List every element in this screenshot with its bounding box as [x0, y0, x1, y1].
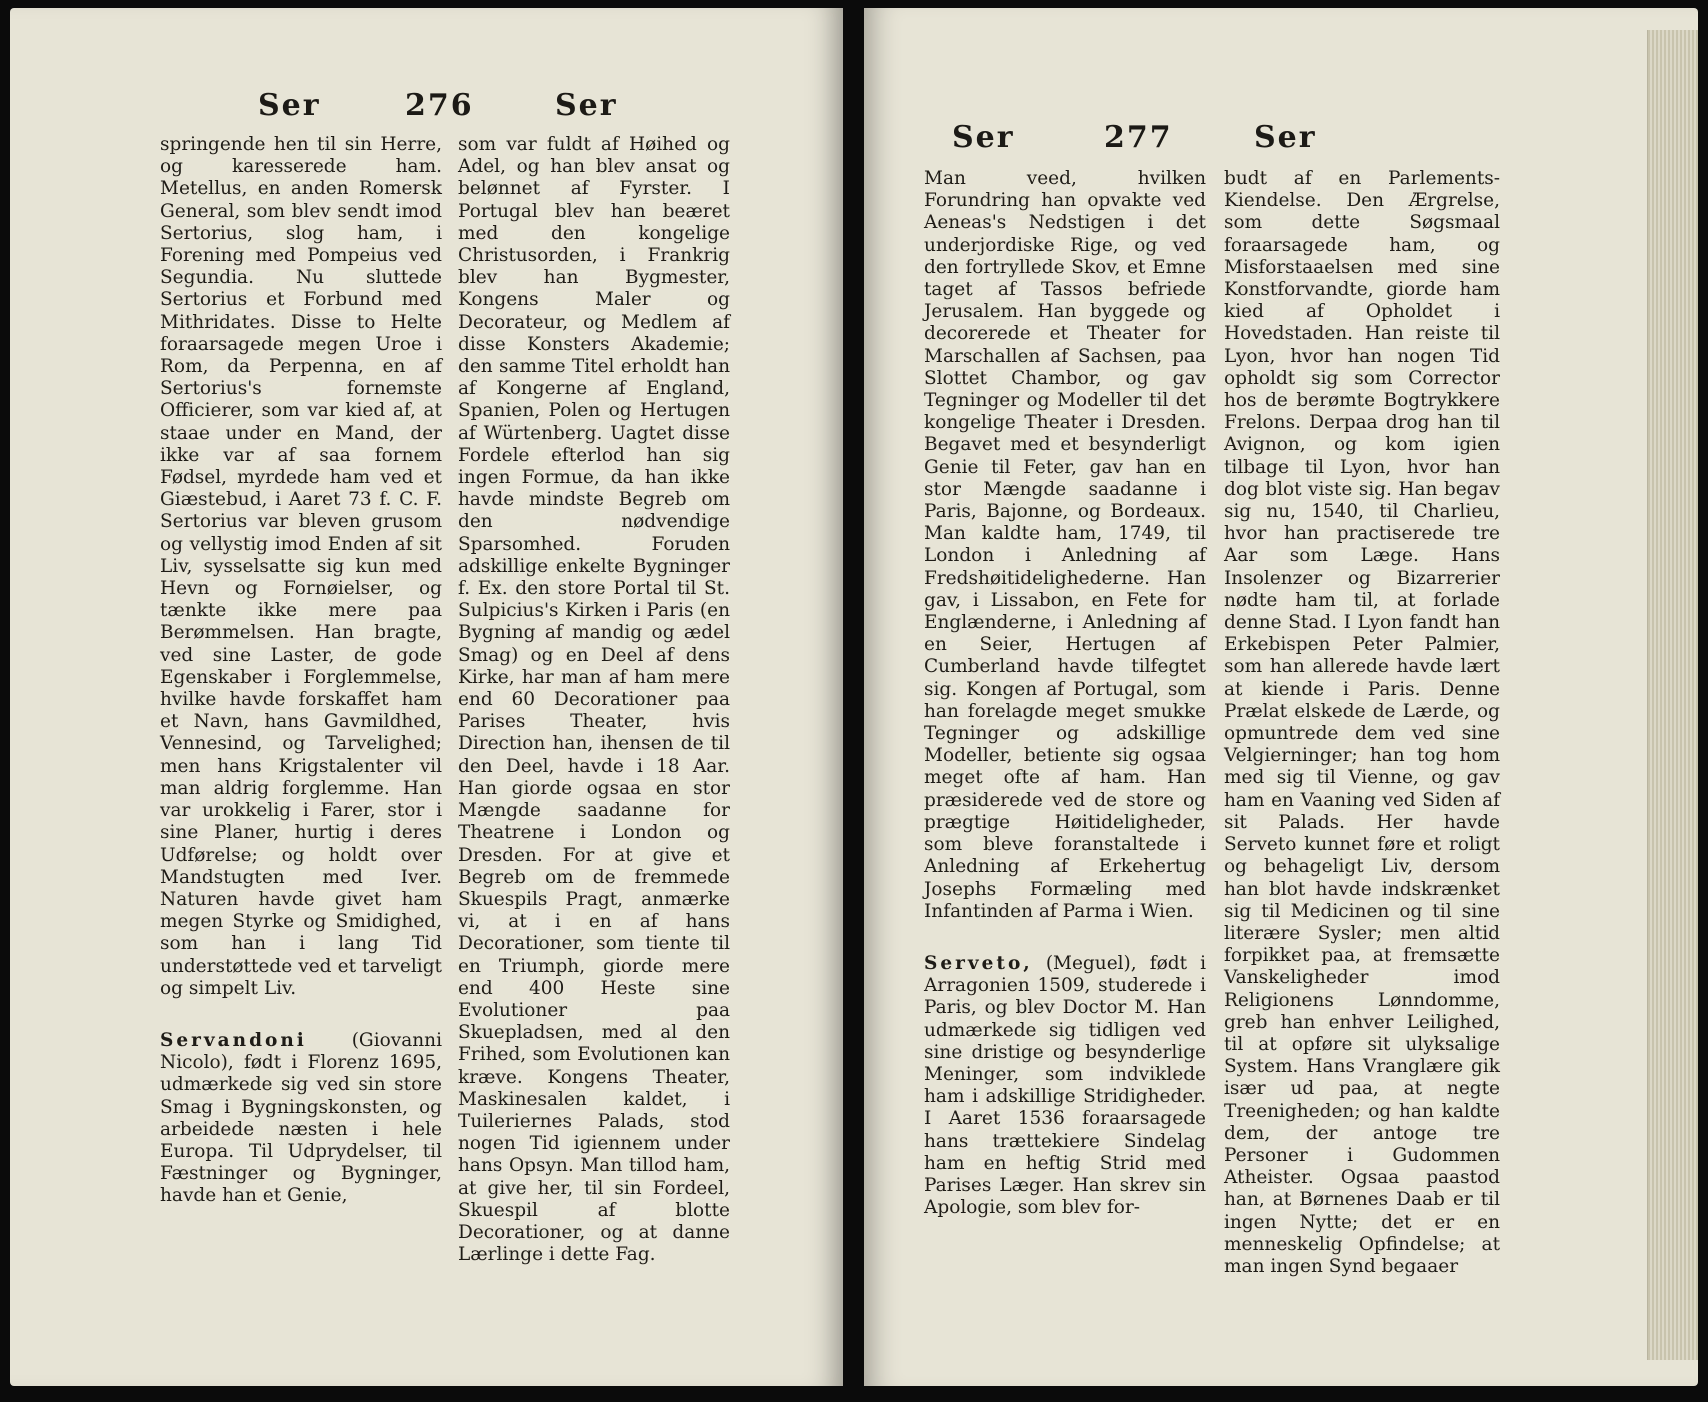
header-guideword-left: Ser: [258, 88, 321, 123]
left-page: [10, 8, 843, 1386]
paragraph: Man veed, hvilken Forundring han opvakte ved Aeneas's Nedstigen i det underjordiske Rige, og ved den fortryllede Skov, et Emne taget af Tassos befriede Jerusalem. Han byggede og decorerede et Theater for Marschallen af Sachsen, paa Slottet Chambor, og gav Tegninger og Modeller til det kongelige Theater i Dresden. Begavet med et besynderligt Genie til Feter, gav han en stor Mængde saadanne i Paris, Bajonne, og Bordeaux. Man kaldte ham, 1749, til London i Anledning af Fredshøitidelighederne. Han gav, i Lissabon, en Fete for Englænderne, i Anledning af en Seier, Hertugen af Cumberland havde tilfegtet sig. Kongen af Portugal, som han forelagde meget smukke Tegninger og adskillige Modeller, betiente sig ogsaa meget ofte af ham. Han præsiderede ved de store og prægtige Høitideligheder, som bleve foranstaltede i Anledning af Erkehertug Josephs Formæling med Infantinden af Parma i Wien.: [924, 168, 1206, 922]
entry-text: (Meguel), født i Arragonien 1509, studerede i Paris, og blev Doctor M. Han udmærkede sig tidligen ved sine dristige og besynderlige Meninger, som indviklede ham i adskillige Stridigheder. I Aaret 1536 foraarsagede hans trættekiere Sindelag ham en heftig Strid med Parises Læger. Han skrev sin Apologie, som blev for-: [924, 952, 1206, 1219]
running-header-right-page: [864, 120, 1698, 170]
dictionary-entry: [924, 953, 1206, 1219]
text-column-1: [160, 134, 442, 1208]
right-page-block-edge: [1647, 30, 1698, 1360]
paragraph: som var fuldt af Høihed og Adel, og han blev ansat og belønnet af Fyrster. I Portugal blev han beæret med den kongelige Christusorden, i Frankrig blev han Bygmester, Kongens Maler og Decorateur, og Medlem af disse Konsters Akademie; den samme Titel erholdt han af Kongerne af England, Spanien, Polen og Hertugen af Würtenberg. Uagtet disse Fordele efterlod han sig ingen Formue, da han ikke havde mindste Begreb om den nødvendige Sparsomhed. Foruden adskillige enkelte Bygninger f. Ex. den store Portal til St. Sulpicius's Kirken i Paris (en Bygning af mandig og ædel Smag) og en Deel af dens Kirke, har man af ham mere end 60 Decorationer paa Parises Theater, hvis Direction han, ihensen de til den Deel, havde i 18 Aar. Han giorde ogsaa en stor Mængde saadanne for Theatrene i London og Dresden. For at give et Begreb om de fremmede Skuespils Pragt, anmærke vi, at i en af hans Decorationer, som tiente til en Triumph, giorde mere end 400 Heste sine Evolutioner paa Skuepladsen, med al den Frihed, som Evolutionen kan kræve. Kongens Theater, Maskinesalen kaldet, i Tuileriernes Palads, stod nogen Tid igiennem under hans Opsyn. Man tillod ham, at give her, til sin Fordeel, Skuespil af blotte Decorationer, og at danne Lærlinge i dette Fag.: [458, 134, 730, 1266]
header-guideword-right: Ser: [1254, 120, 1317, 155]
header-guideword-right: Ser: [555, 88, 618, 123]
dictionary-entry: [160, 1030, 442, 1208]
text-column-2: [458, 134, 730, 1266]
page-number: 276: [405, 88, 474, 123]
paragraph: budt af en Parlements-Kiendelse. Den Ærgrelse, som dette Søgsmaal foraarsagede ham, og Misforstaaelsen med sine Konstforvandte, giorde ham kied af Opholdet i Hovedstaden. Han reiste til Lyon, hvor han nogen Tid opholdt sig som Corrector hos de berømte Bogtrykkere Frelons. Derpaa drog han til Avignon, og kom igien tilbage til Lyon, hvor han dog blot viste sig. Han begav sig nu, 1540, til Charlieu, hvor han practiserede tre Aar som Læge. Hans Insolenzer og Bizarrerier nødte ham til, at forlade denne Stad. I Lyon fandt han Erkebispen Peter Palmier, som han allerede havde lært at kiende i Paris. Denne Prælat elskede de Lærde, og opmuntrede dem ved sine Velgierninger; han tog hom med sig til Vienne, og gav ham en Vaaning ved Siden af sit Palads. Her havde Serveto kunnet føre et roligt og behageligt Liv, dersom han blot havde indskrænket sig til Medicinen og til sine literære Sysler; men altid forpikket paa, at fremsætte Vanskeligheder imod Religionens Lønndomme, greb han enhver Leilighed, til at opføre sit ulyksalige System. Hans Vranglære gik især ud paa, at negte Treenigheden; og han kaldte dem, der antoge tre Personer i Gudommen Atheister. Ogsaa paastod han, at Børnenes Daab er til ingen Nytte; det er en menneskelig Opfindelse; at man ingen Synd begaaer: [1224, 168, 1500, 1277]
page-number: 277: [1104, 120, 1173, 155]
entry-headword: Servandoni: [160, 1029, 307, 1051]
text-column-2: [1224, 168, 1500, 1278]
text-column-1: [924, 168, 1206, 1219]
entry-text: (Giovanni Nicolo), født i Florenz 1695, udmærkede sig ved sin store Smag i Bygningskonsten, og arbeidede næsten i hele Europa. Til Udprydelser, til Fæstninger og Bygninger, havde han et Genie,: [160, 1029, 442, 1207]
entry-headword: Serveto,: [924, 952, 1033, 974]
running-header-left-page: [10, 88, 843, 138]
header-guideword-left: Ser: [952, 120, 1015, 155]
right-page: [864, 8, 1698, 1386]
paragraph: springende hen til sin Herre, og karesserede ham. Metellus, en anden Romersk General, som blev sendt imod Sertorius, slog ham, i Forening med Pompeius ved Segundia. Nu sluttede Sertorius et Forbund med Mithridates. Disse to Helte foraarsagede megen Uroe i Rom, da Perpenna, en af Sertorius's fornemste Officierer, som var kied af, at staae under en Mand, der ikke var af saa fornem Fødsel, myrdede ham ved et Giæstebud, i Aaret 73 f. C. F. Sertorius var bleven grusom og vellystig imod Enden af sit Liv, sysselsatte sig kun med Hevn og Fornøielser, og tænkte ikke mere paa Berømmelsen. Han bragte, ved sine Laster, de gode Egenskaber i Forglemmelse, hvilke havde forskaffet ham et Navn, hans Gavmildhed, Vennesind, og Tarvelighed; men hans Krigstalenter vil man aldrig forglemme. Han var urokkelig i Farer, stor i sine Planer, hurtig i deres Udførelse; og holdt over Mandstugten med Iver. Naturen havde givet ham megen Styrke og Smidighed, som han i lang Tid understøttede ved et tarveligt og simpelt Liv.: [160, 134, 442, 999]
